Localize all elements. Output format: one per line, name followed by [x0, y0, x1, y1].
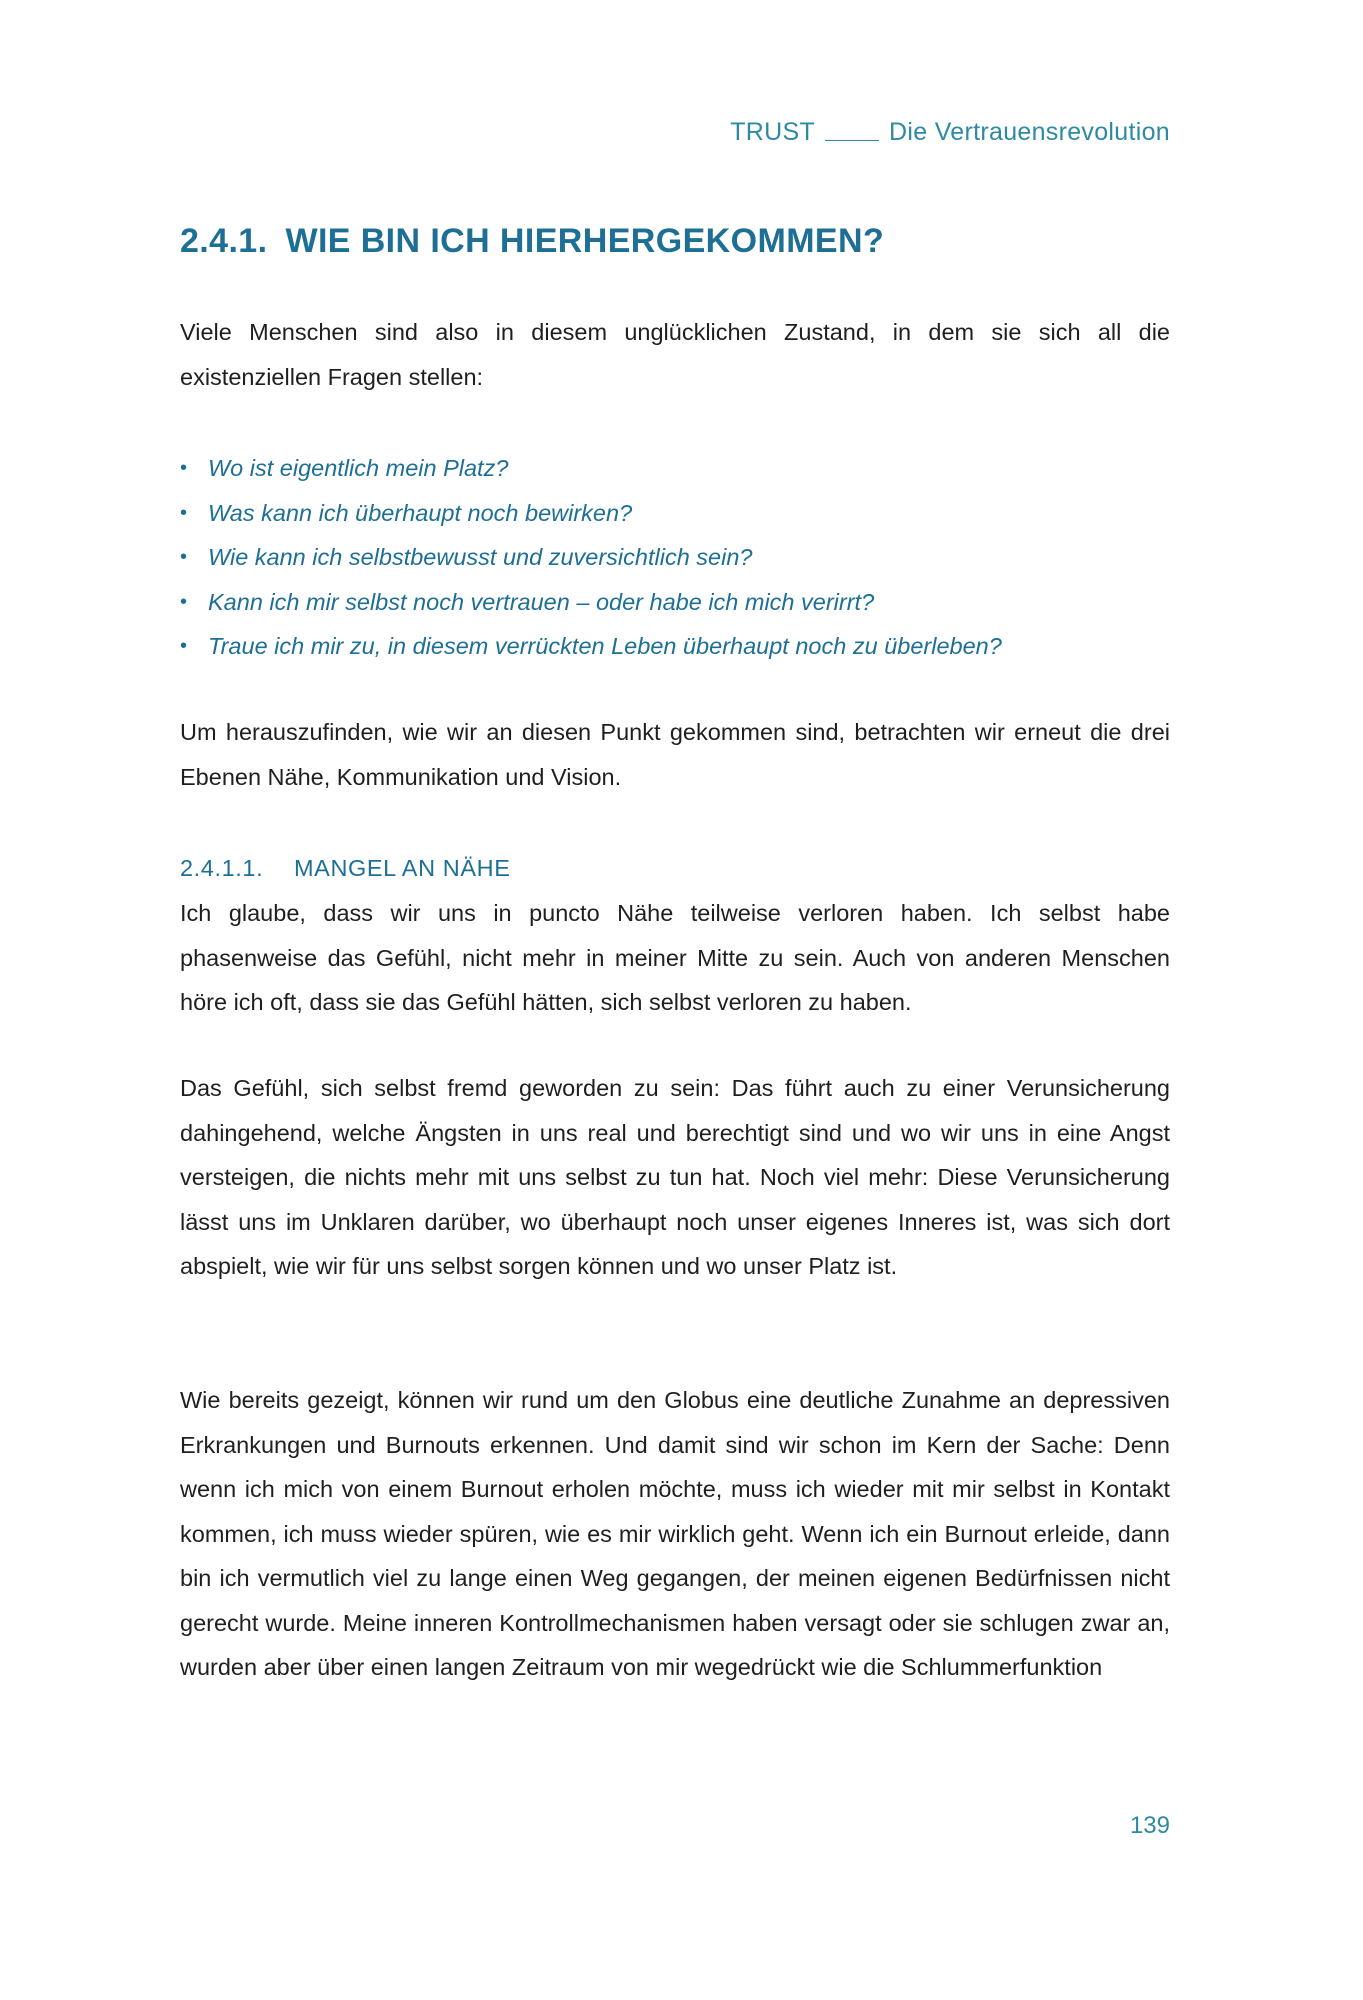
page-number: 139 — [1129, 1812, 1170, 1839]
list-item — [180, 446, 1170, 491]
bullet-icon: • — [180, 590, 188, 613]
running-header-subtitle: Die Vertrauensrevolution — [889, 118, 1170, 146]
subsection-heading — [180, 846, 510, 891]
bullet-icon: • — [180, 501, 188, 524]
list-item — [180, 535, 1170, 580]
section-title: WIE BIN ICH HIERHERGEKOMMEN? — [285, 222, 885, 260]
running-header-rule — [825, 140, 879, 141]
question-text: Kann ich mir selbst noch vertrauen – oder habe ich mich verirrt? — [208, 588, 875, 615]
section-heading — [180, 222, 884, 261]
question-text: Wie kann ich selbstbewusst und zuversichtlich sein? — [208, 544, 753, 570]
list-item — [180, 580, 1170, 625]
bullet-icon: • — [180, 457, 188, 479]
question-text: Traue ich mir zu, in diesem verrückten Leben überhaupt noch zu überleben? — [208, 633, 1002, 659]
question-text: Wo ist eigentlich mein Platz? — [208, 455, 509, 481]
paragraph-closeness: Ich glaube, dass wir uns in puncto Nähe teilweise verloren haben. Ich selbst habe phasenweise das Gefühl, nicht mehr in meiner Mitte zu sein. Auch von anderen Menschen höre ich oft, dass sie das Gefühl hätten, sich selbst verloren zu haben. — [180, 900, 1170, 1015]
subsection-number: 2.4.1.1. — [180, 855, 264, 881]
subsection-title: MANGEL AN NÄHE — [294, 855, 511, 881]
list-item — [180, 624, 1170, 669]
running-header — [730, 118, 1170, 147]
question-text: Was kann ich überhaupt noch bewirken? — [208, 499, 633, 526]
paragraph-burnout: Wie bereits gezeigt, können wir rund um den Globus eine deutliche Zunahme an depressiven Erkrankungen und Burnouts erkennen. Und damit sind wir schon im Kern der Sache: Denn wenn ich mich von einem Burnout erholen möchte, muss ich wieder mit mir selbst in Kontakt kommen, ich muss wieder spüren, wie es mir wirklich geht. Wenn ich ein Burnout erleide, dann bin ich vermutlich viel zu lange einen Weg gegangen, der meinen eigenen Bedürfnissen nicht gerecht wurde. Meine inneren Kontrollmechanismen haben versagt oder sie schlugen zwar an, wurden aber über einen langen Zeitraum von mir wegedrückt wie die Schlummerfunktion — [180, 1387, 1170, 1680]
list-item — [180, 491, 1170, 536]
paragraph-estranged: Das Gefühl, sich selbst fremd geworden zu sein: Das führt auch zu einer Verunsicherung dahingehend, welche Ängsten in uns real und berechtigt sind und wo wir uns in eine Angst versteigen, die nichts mehr mit uns selbst zu tun hat. Noch viel mehr: Diese Verunsicherung lässt uns im Unklaren darüber, wo überhaupt noch unser eigenes Inneres ist, was sich dort abspielt, wie wir für uns selbst sorgen können und wo unser Platz ist. — [180, 1075, 1170, 1279]
bullet-icon: • — [180, 635, 188, 657]
bullet-icon: • — [180, 546, 188, 568]
question-list — [180, 446, 1170, 669]
book-page — [180, 0, 1170, 2000]
paragraph-levels: Um herauszufinden, wie wir an diesen Punkt gekommen sind, betrachten wir erneut die drei Ebenen Nähe, Kommunikation und Vision. — [180, 719, 1170, 790]
paragraph-intro: Viele Menschen sind also in diesem unglücklichen Zustand, in dem sie sich all die existenziellen Fragen stellen: — [180, 319, 1170, 390]
section-number: 2.4.1. — [180, 222, 268, 260]
running-header-title: TRUST — [730, 118, 816, 146]
